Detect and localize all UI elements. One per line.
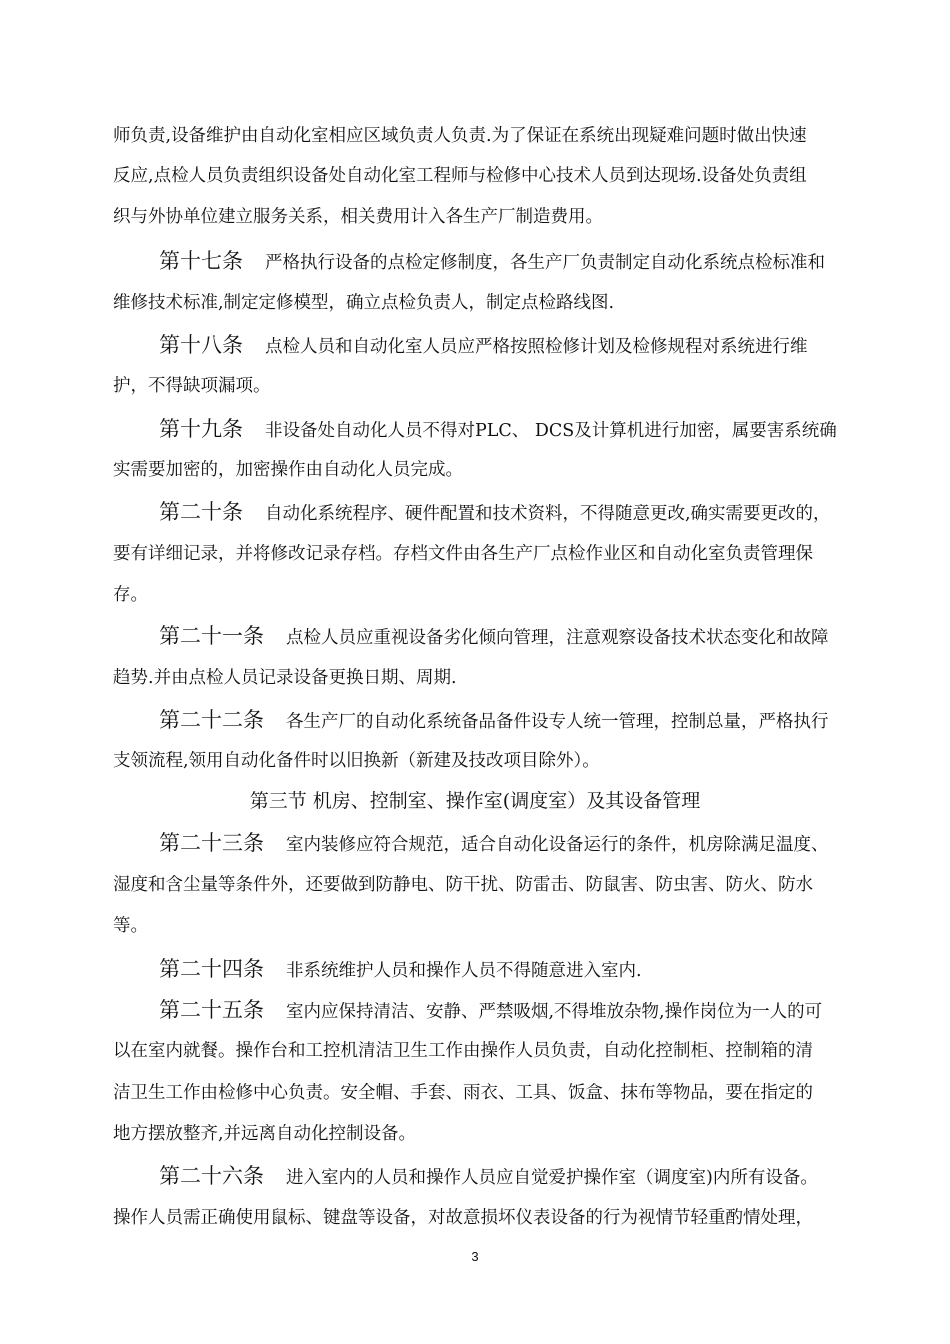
- text-line: 等。: [113, 916, 148, 936]
- article-label: 第二十三条: [159, 831, 264, 855]
- article-23-line: [159, 831, 829, 857]
- article-26-line: [159, 1164, 818, 1190]
- article-20-line: [159, 500, 831, 526]
- article-text: 点检人员应重视设备劣化倾向管理，注意观察设备技术状态变化和故障: [286, 628, 829, 648]
- article-label: 第十九条: [159, 417, 243, 441]
- article-label: 第二十六条: [159, 1164, 264, 1188]
- article-text: 各生产厂的自动化系统备品备件设专人统一管理，控制总量，严格执行: [286, 712, 829, 732]
- page-number: 3: [471, 1249, 479, 1264]
- article-text: 自动化系统程序、硬件配置和技术资料，不得随意更改,确实需要更改的，: [265, 504, 831, 524]
- article-24-line: [159, 957, 642, 983]
- article-label: 第二十一条: [159, 624, 264, 648]
- article-text: 非设备处自动化人员不得对PLC、 DCS及计算机进行加密，属要害系统确: [265, 421, 837, 441]
- text-line: 织与外协单位建立服务关系，相关费用计入各生产厂制造费用。: [113, 207, 603, 227]
- article-text: 室内应保持清洁、安静、严禁吸烟,不得堆放杂物,操作岗位为一人的可: [286, 1002, 823, 1022]
- article-label: 第二十二条: [159, 708, 264, 732]
- article-label: 第十八条: [159, 333, 243, 357]
- article-text: 进入室内的人员和操作人员应自觉爱护操作室（调度室)内所有设备。: [286, 1168, 818, 1188]
- article-label: 第二十条: [159, 500, 243, 524]
- article-text: 室内装修应符合规范，适合自动化设备运行的条件，机房除满足温度、: [286, 835, 829, 855]
- article-17-line: [159, 249, 825, 275]
- article-text: 严格执行设备的点检定修制度，各生产厂负责制定自动化系统点检标准和: [265, 253, 825, 273]
- text-line: 湿度和含尘量等条件外，还要做到防静电、防干扰、防雷击、防鼠害、防虫害、防火、防水: [113, 875, 813, 895]
- article-21-line: [159, 624, 829, 650]
- article-25-line: [159, 998, 822, 1024]
- text-line: 洁卫生工作由检修中心负责。安全帽、手套、雨衣、工具、饭盒、抹布等物品，要在指定的: [113, 1083, 813, 1103]
- article-18-line: [159, 333, 808, 359]
- text-line: 以在室内就餐。操作台和工控机清洁卫生工作由操作人员负责，自动化控制柜、控制箱的清: [113, 1041, 813, 1061]
- text-line: 反应,点检人员负责组织设备处自动化室工程师与检修中心技术人员到达现场.设备处负责组: [113, 166, 807, 186]
- text-line: 师负责,设备维护由自动化室相应区域负责人负责.为了保证在系统出现疑难问题时做出快速: [113, 126, 807, 146]
- text-line: 存。: [113, 585, 148, 605]
- article-label: 第二十五条: [159, 998, 264, 1022]
- article-19-line: [159, 417, 837, 443]
- text-line: 支领流程,领用自动化备件时以旧换新（新建及技改项目除外）。: [113, 751, 600, 771]
- section-heading: 第三节 机房、控制室、操作室(调度室）及其设备管理: [249, 790, 701, 812]
- article-label: 第二十四条: [159, 957, 264, 981]
- text-line: 要有详细记录，并将修改记录存档。存档文件由各生产厂点检作业区和自动化室负责管理保: [113, 544, 813, 564]
- text-line: 实需要加密的，加密操作由自动化人员完成。: [113, 460, 463, 480]
- article-text: 点检人员和自动化室人员应严格按照检修计划及检修规程对系统进行维: [265, 337, 808, 357]
- text-line: 操作人员需正确使用鼠标、键盘等设备，对故意损坏仪表设备的行为视情节轻重酌情处理，: [113, 1208, 813, 1228]
- text-line: 地方摆放整齐,并远离自动化控制设备。: [113, 1124, 417, 1144]
- article-22-line: [159, 708, 829, 734]
- article-label: 第十七条: [159, 249, 243, 273]
- text-line: 维修技术标准,制定定修模型，确立点检负责人，制定点检路线图.: [113, 293, 615, 313]
- article-text: 非系统维护人员和操作人员不得随意进入室内.: [286, 961, 642, 981]
- text-line: 护，不得缺项漏项。: [113, 376, 271, 396]
- text-line: 趋势.并由点检人员记录设备更换日期、周期.: [113, 668, 457, 688]
